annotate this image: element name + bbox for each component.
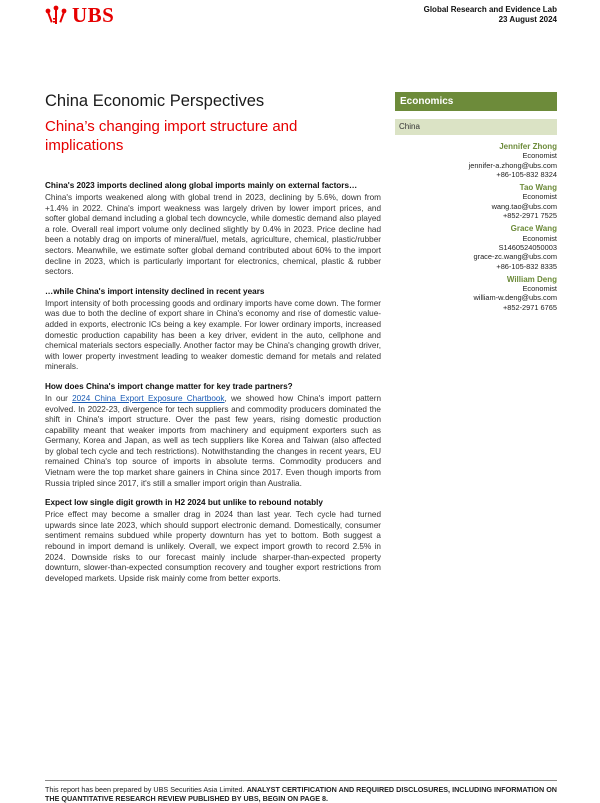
section-body: Price effect may become a smaller drag in 2024 than last year. Tech cycle had turned upwards since late 2023, which should support electronic demand. Domestically, consumer sentiment remains subdued while property downturn has yet to bottom. Both suggest a rebound in import demand is unlikely. Overall, we expect import growth to record 2.5% in 2024. Downside risks to our forecast mainly include sharper-than-expected property downturn, slower-than-expected consumption recovery and tougher export restrictions from developed markets. Upside risk mainly come from better exports. bbox=[45, 510, 381, 583]
author-phone: +86-105-832 8335 bbox=[496, 261, 557, 271]
section-body: Import intensity of both processing goods and ordinary imports have come down. The former was due to both the decline of export share in China's economy and rise of domestic value-added in exports, electronic ICs being a key example. For lower ordinary imports, increased domestic production capability has been a key driver, evident in the auto, cellphone and chemical materials sectors especially. Another factor may be China's changing growth driver, with lower property investment leading to weaker domestic demand for metals and related minerals. bbox=[45, 298, 381, 372]
author-role: Economist bbox=[522, 151, 557, 161]
author-email[interactable]: jennifer-a.zhong@ubs.com bbox=[468, 160, 557, 170]
keys-icon bbox=[44, 5, 68, 27]
author-registration: S1460524050003 bbox=[498, 242, 557, 252]
author-email[interactable]: william-w.deng@ubs.com bbox=[473, 293, 557, 303]
chartbook-link[interactable]: 2024 China Export Exposure Chartbook bbox=[72, 393, 225, 403]
region-band: China bbox=[395, 119, 557, 135]
main-content bbox=[45, 180, 381, 592]
section-body-text: , we showed how China's import pattern evolved. In 2022-23, divergence for tech suppliers and commodity producers dominated the shift in China's import structure. Over the past few years, rising domestic production capability meant that weaker imports from machinery and equipment exporters such as Germany, Korea and Japan, as well as tech suppliers like Korea and Taiwan (also affected by global tech cycle and tech restrictions). Notwithstanding the changes in recent years, EU remained China's top source of imports in absolute terms. Commodity producers and Vietnam were the top market share gainers in China since 2017. Even though imports from Russia tripled since 2017, it's still a smaller import origin than Australia. bbox=[45, 393, 382, 488]
footer-disclosure: ANALYST CERTIFICATION AND REQUIRED DISCLOSURES, INCLUDING INFORMATION ON THE QUANTITATIVE RESEARCH REVIEW PUBLISHED BY UBS, BEGIN ON PAGE 8. bbox=[45, 785, 557, 803]
sidebar bbox=[395, 92, 557, 316]
ubs-logo bbox=[44, 3, 114, 28]
author-card bbox=[395, 275, 557, 312]
logo-text: UBS bbox=[72, 3, 115, 27]
author-phone: +852-2971 6765 bbox=[502, 302, 557, 312]
author-name: Tao Wang bbox=[519, 183, 557, 193]
footer-text: This report has been prepared by UBS Securities Asia Limited. bbox=[45, 785, 247, 794]
author-role: Economist bbox=[522, 284, 557, 294]
section-body bbox=[45, 394, 381, 489]
research-lab-label: Global Research and Evidence Lab bbox=[423, 5, 557, 14]
author-list bbox=[395, 142, 557, 312]
author-role: Economist bbox=[522, 233, 557, 243]
author-card bbox=[395, 142, 557, 179]
report-header bbox=[424, 5, 557, 25]
author-phone: +86-105-832 8324 bbox=[496, 169, 557, 179]
report-series-title: China Economic Perspectives bbox=[45, 92, 265, 110]
author-name: William Deng bbox=[506, 274, 557, 284]
section-band: Economics bbox=[395, 92, 557, 111]
author-email[interactable]: grace-zc.wang@ubs.com bbox=[473, 252, 557, 262]
section-heading: …while China's import intensity declined in recent years bbox=[45, 286, 265, 296]
author-name: Jennifer Zhong bbox=[499, 142, 557, 151]
report-title: China’s changing import structure and implications bbox=[45, 118, 298, 154]
section-heading: Expect low single digit growth in H2 2024 but unlike to rebound notably bbox=[45, 498, 323, 508]
section-body-intro: In our bbox=[45, 393, 73, 403]
section-heading: China's 2023 imports declined along global imports mainly on external factors… bbox=[45, 181, 358, 190]
author-phone: +852-2971 7525 bbox=[502, 211, 557, 221]
author-card bbox=[395, 183, 557, 220]
author-card bbox=[395, 224, 557, 270]
section-body: China's imports weakened along with global trend in 2023, declining by 5.6%, down from +1.4% in 2022. China's import weakness was largely driven by lower import prices, and softer global demand including a global tech downcycle, while domestic demand also played a role. Overall real import volume only declined slightly by 0.4% in 2023. Price decline had been a notably drag on imports of mineral/fuel, metals, agriculture, chemical, plastic/rubber sectors. Meanwhile, we estimate softer global demand contributed about 60% to the import decline in 2023, which is particularly important for electronics, chemical, plastic & rubber sectors. bbox=[45, 193, 381, 277]
report-date: 23 August 2024 bbox=[498, 15, 557, 24]
section-heading: How does China's import change matter for key trade partners? bbox=[45, 381, 293, 391]
author-role: Economist bbox=[522, 192, 557, 202]
author-name: Grace Wang bbox=[510, 224, 557, 234]
author-email[interactable]: wang.tao@ubs.com bbox=[491, 201, 557, 211]
